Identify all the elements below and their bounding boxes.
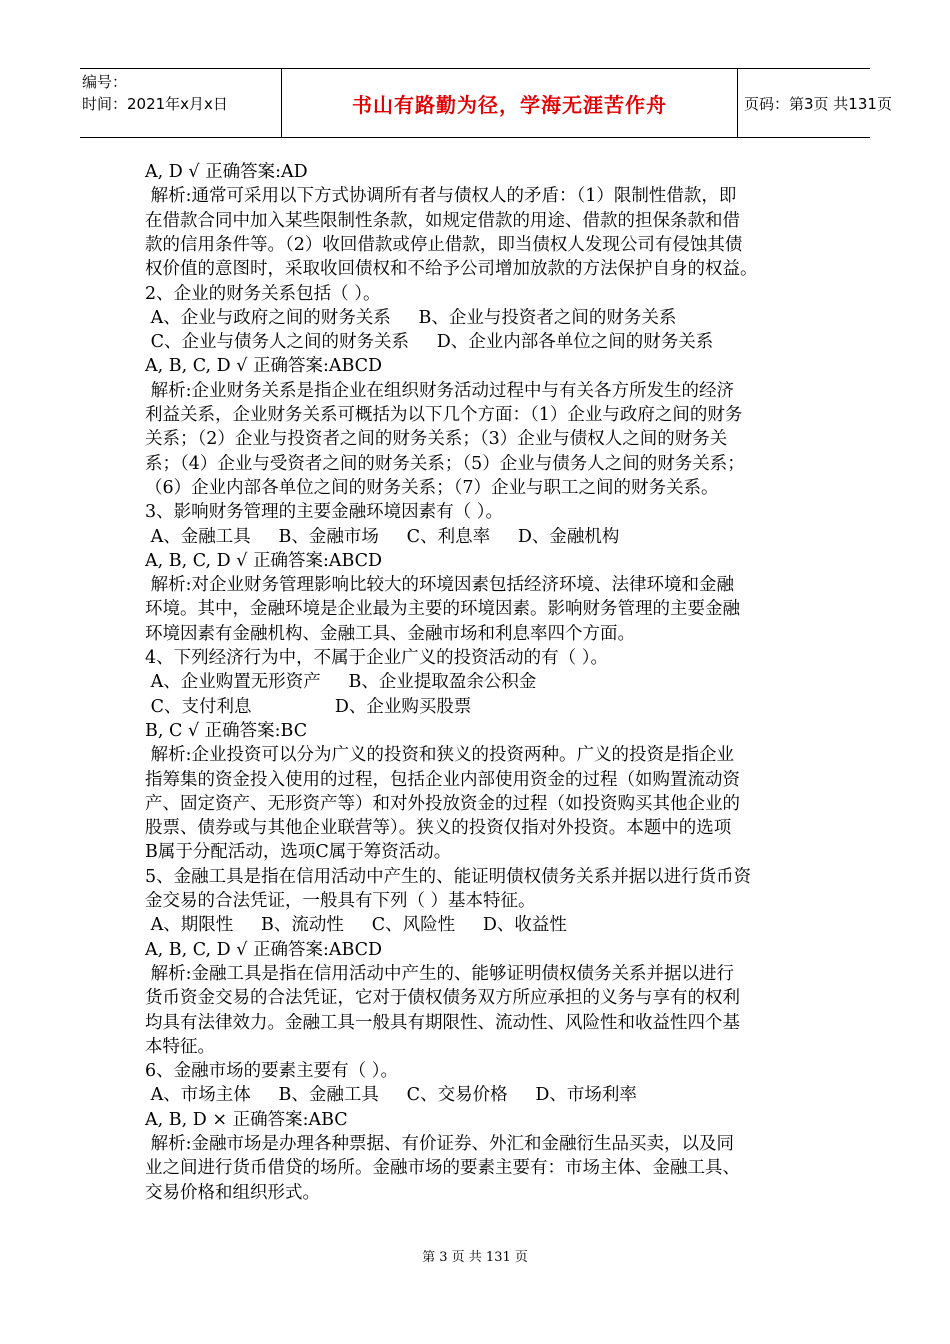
text-line: 款的信用条件等。（2）收回借款或停止借款，即当债权人发现公司有侵蚀其债 [145,234,743,255]
text-line: 解析:通常可采用以下方式协调所有者与债权人的矛盾：（1）限制性借款，即 [145,186,737,207]
header-meta [80,69,282,137]
text-line: 6、金融市场的要素主要有（ ）。 [145,1061,398,1082]
header-motto: 书山有路勤为径，学海无涯苦作舟 [282,69,738,137]
text-line: 业之间进行货币借贷的场所。金融市场的要素主要有：市场主体、金融工具、 [145,1158,740,1179]
text-line: 指筹集的资金投入使用的过程，包括企业内部使用资金的过程（如购置流动资 [145,769,740,790]
text-line: A, B, C, D √ 正确答案:ABCD [145,550,383,571]
time-label: 时间：2021年x月x日 [82,95,228,113]
text-line: 解析:金融市场是办理各种票据、有价证券、外汇和金融衍生品买卖，以及同 [145,1134,734,1154]
text-line: 解析:企业投资可以分为广义的投资和狭义的投资两种。广义的投资是指企业 [145,745,734,766]
text-line: 权价值的意图时，采取收回债权和不给予公司增加放款的方法保护自身的权益。 [145,259,758,280]
text-line: 5、金融工具是指在信用活动中产生的、能证明债权债务关系并据以进行货币资 [145,866,752,887]
text-line: A, B, D × 正确答案:ABC [145,1109,348,1130]
text-line: 3、影响财务管理的主要金融环境因素有（ ）。 [145,502,503,523]
header-page-info: 页码：第3页 共131页 [744,94,892,113]
text-line: 系；（4）企业与受资者之间的财务关系；（5）企业与债务人之间的财务关系； [145,453,745,474]
page-footer: 第 3 页 共 131 页 [422,1250,528,1265]
text-line: 利益关系，企业财务关系可概括为以下几个方面：（1）企业与政府之间的财务 [145,405,743,425]
text-line: A, D √ 正确答案:AD [145,162,308,182]
text-line: A、企业与政府之间的财务关系 B、企业与投资者之间的财务关系 [145,307,677,328]
text-line: 本特征。 [145,1036,215,1057]
text-line: 解析:金融工具是指在信用活动中产生的、能够证明债权债务关系并据以进行 [145,963,734,984]
text-line: A、金融工具 B、金融市场 C、利息率 D、金融机构 [145,526,620,547]
text-line: 货币资金交易的合法凭证，它对于债权债务双方所应承担的义务与享有的权利 [145,988,740,1009]
text-line: 交易价格和组织形式。 [145,1182,320,1203]
text-line: B属于分配活动，选项C属于筹资活动。 [145,842,452,863]
page-header [80,68,892,138]
text-line: A、期限性 B、流动性 C、风险性 D、收益性 [145,915,567,936]
text-line: A、市场主体 B、金融工具 C、交易价格 D、市场利率 [145,1085,637,1106]
text-line: 产、固定资产、无形资产等）和对外投放资金的过程（如投资购买其他企业的 [145,793,740,814]
text-line: 解析:企业财务关系是指企业在组织财务活动过程中与有关各方所发生的经济 [145,380,734,401]
text-line: A、企业购置无形资产 B、企业提取盈余公积金 [145,672,537,693]
text-line: 2、企业的财务关系包括（ ）。 [145,283,381,304]
text-line: 在借款合同中加入某些限制性条款，如规定借款的用途、借款的担保条款和借 [145,210,740,231]
text-line: 解析:对企业财务管理影响比较大的环境因素包括经济环境、法律环境和金融 [145,575,734,596]
text-line: （6）企业内部各单位之间的财务关系；（7）企业与职工之间的财务关系。 [145,477,719,498]
text-line: 金交易的合法凭证，一般具有下列（ ）基本特征。 [145,891,536,911]
text-line: C、支付利息 D、企业购买股票 [145,696,472,717]
text-line: A, B, C, D √ 正确答案:ABCD [145,939,383,960]
text-line: 股票、债券或与其他企业联营等）。狭义的投资仅指对外投资。本题中的选项 [145,818,732,839]
text-line: 环境因素有金融机构、金融工具、金融市场和利息率四个方面。 [145,623,635,644]
number-label: 编号： [82,73,128,91]
text-line: 4、下列经济行为中，不属于企业广义的投资活动的有（ ）。 [145,648,608,668]
text-line: 均具有法律效力。金融工具一般具有期限性、流动性、风险性和收益性四个基 [145,1012,740,1033]
text-line: A, B, C, D √ 正确答案:ABCD [145,356,383,377]
text-line: 关系；（2）企业与投资者之间的财务关系；（3）企业与债权人之间的财务关 [145,429,728,450]
text-line: B, C √ 正确答案:BC [145,720,308,741]
text-line: 环境。其中，金融环境是企业最为主要的环境因素。影响财务管理的主要金融 [145,599,740,620]
text-line: C、企业与债务人之间的财务关系 D、企业内部各单位之间的财务关系 [145,332,714,353]
